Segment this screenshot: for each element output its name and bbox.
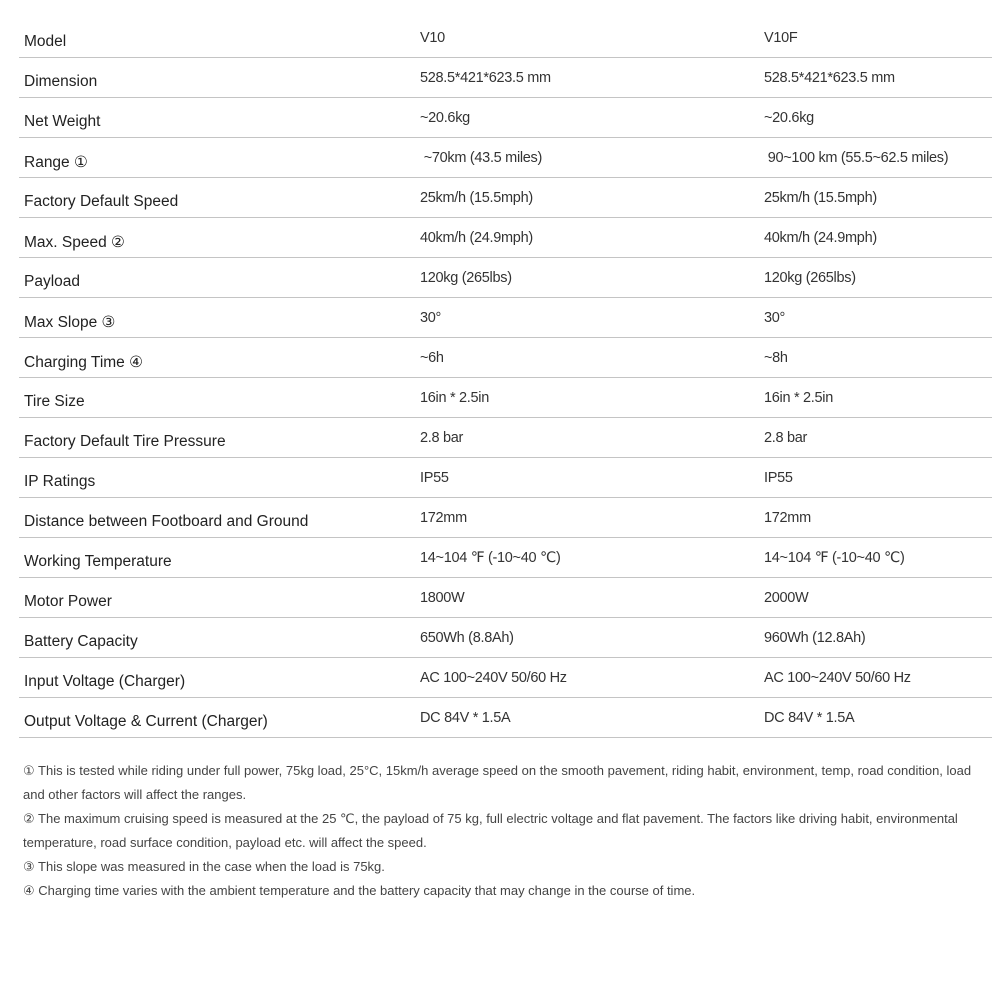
v10-value: ~70km (43.5 miles)	[420, 150, 543, 166]
table-row	[19, 18, 992, 58]
footnote-max-slope: ③ This slope was measured in the case when the load is 75kg.	[23, 859, 385, 874]
v10-value: 2.8 bar	[420, 430, 464, 446]
v10-value: 14~104 ℉ (-10~40 ℃)	[420, 550, 561, 566]
v10f-value: 960Wh (12.8Ah)	[764, 630, 866, 646]
v10-value: AC 100~240V 50/60 Hz	[420, 670, 567, 686]
v10-value: 40km/h (24.9mph)	[420, 230, 533, 246]
v10f-value: 14~104 ℉ (-10~40 ℃)	[764, 550, 905, 566]
row-label: Payload	[24, 273, 81, 290]
row-label: Input Voltage (Charger)	[24, 673, 186, 690]
v10f-value: 528.5*421*623.5 mm	[764, 70, 895, 86]
v10-value: IP55	[420, 470, 449, 486]
v10f-value: 2000W	[764, 590, 809, 606]
v10-value: 25km/h (15.5mph)	[420, 190, 533, 206]
table-row	[19, 218, 992, 258]
row-label: Model	[24, 33, 67, 50]
row-label: Battery Capacity	[24, 633, 138, 650]
v10-value: DC 84V * 1.5A	[420, 710, 511, 726]
row-label: Working Temperature	[24, 553, 172, 570]
row-label: Net Weight	[24, 113, 101, 130]
v10f-value: IP55	[764, 470, 793, 486]
row-label: Max Slope ③	[24, 314, 116, 331]
table-row	[19, 298, 992, 338]
table-row	[19, 498, 992, 538]
row-label: Charging Time ④	[24, 354, 143, 371]
v10f-value: 40km/h (24.9mph)	[764, 230, 877, 246]
table-row	[19, 418, 992, 458]
row-label: Max. Speed ②	[24, 234, 125, 251]
v10-value: 16in * 2.5in	[420, 390, 489, 406]
v10f-value: 30°	[764, 310, 786, 326]
row-label: Range ①	[24, 154, 88, 171]
v10-value: 172mm	[420, 510, 467, 526]
row-label: Motor Power	[24, 593, 112, 610]
v10f-value: 16in * 2.5in	[764, 390, 833, 406]
table-row	[19, 98, 992, 138]
table-row	[19, 58, 992, 98]
v10f-value: 90~100 km (55.5~62.5 miles)	[764, 150, 949, 166]
row-label: Tire Size	[24, 393, 85, 410]
table-row	[19, 178, 992, 218]
v10f-value: AC 100~240V 50/60 Hz	[764, 670, 911, 686]
footnotes	[23, 759, 993, 903]
table-row	[19, 578, 992, 618]
v10-value: 30°	[420, 310, 442, 326]
footnote-max-speed: ② The maximum cruising speed is measured at the 25 ℃, the payload of 75 kg, full electric voltage and flat pavement. The factors like driving habit, environmental temperature, road surface condition, payload etc. will affect the speed.	[23, 811, 958, 850]
v10-value: 120kg (265lbs)	[420, 270, 512, 286]
table-row	[19, 618, 992, 658]
row-label: Distance between Footboard and Ground	[24, 513, 309, 530]
row-label: Output Voltage & Current (Charger)	[24, 713, 268, 730]
footnote-charging-time: ④ Charging time varies with the ambient temperature and the battery capacity that may change in the course of time.	[23, 883, 696, 898]
v10-value: 1800W	[420, 590, 465, 606]
v10f-value: DC 84V * 1.5A	[764, 710, 855, 726]
table-row	[19, 378, 992, 418]
row-label: IP Ratings	[24, 473, 96, 490]
v10f-value: 2.8 bar	[764, 430, 808, 446]
row-label: Dimension	[24, 73, 98, 90]
table-row	[19, 658, 992, 698]
v10f-value: V10F	[764, 30, 798, 46]
table-row	[19, 458, 992, 498]
row-label: Factory Default Speed	[24, 193, 179, 210]
v10f-value: 25km/h (15.5mph)	[764, 190, 877, 206]
v10f-value: ~20.6kg	[764, 110, 814, 126]
table-row	[19, 138, 992, 178]
footnote-range: ① This is tested while riding under full power, 75kg load, 25°C, 15km/h average speed on the smooth pavement, riding habit, environment, temp, road condition, load and other factors will affect the ranges.	[23, 763, 972, 802]
v10-value: 650Wh (8.8Ah)	[420, 630, 514, 646]
table-row	[19, 538, 992, 578]
v10f-value: ~8h	[764, 350, 788, 366]
v10-value: ~20.6kg	[420, 110, 470, 126]
table-row	[19, 258, 992, 298]
v10f-value: 172mm	[764, 510, 811, 526]
row-label: Factory Default Tire Pressure	[24, 433, 226, 450]
v10-value: ~6h	[420, 350, 444, 366]
table-row	[19, 338, 992, 378]
v10-value: 528.5*421*623.5 mm	[420, 70, 551, 86]
v10f-value: 120kg (265lbs)	[764, 270, 856, 286]
spec-table	[19, 18, 992, 738]
v10-value: V10	[420, 30, 445, 46]
table-row	[19, 698, 992, 738]
